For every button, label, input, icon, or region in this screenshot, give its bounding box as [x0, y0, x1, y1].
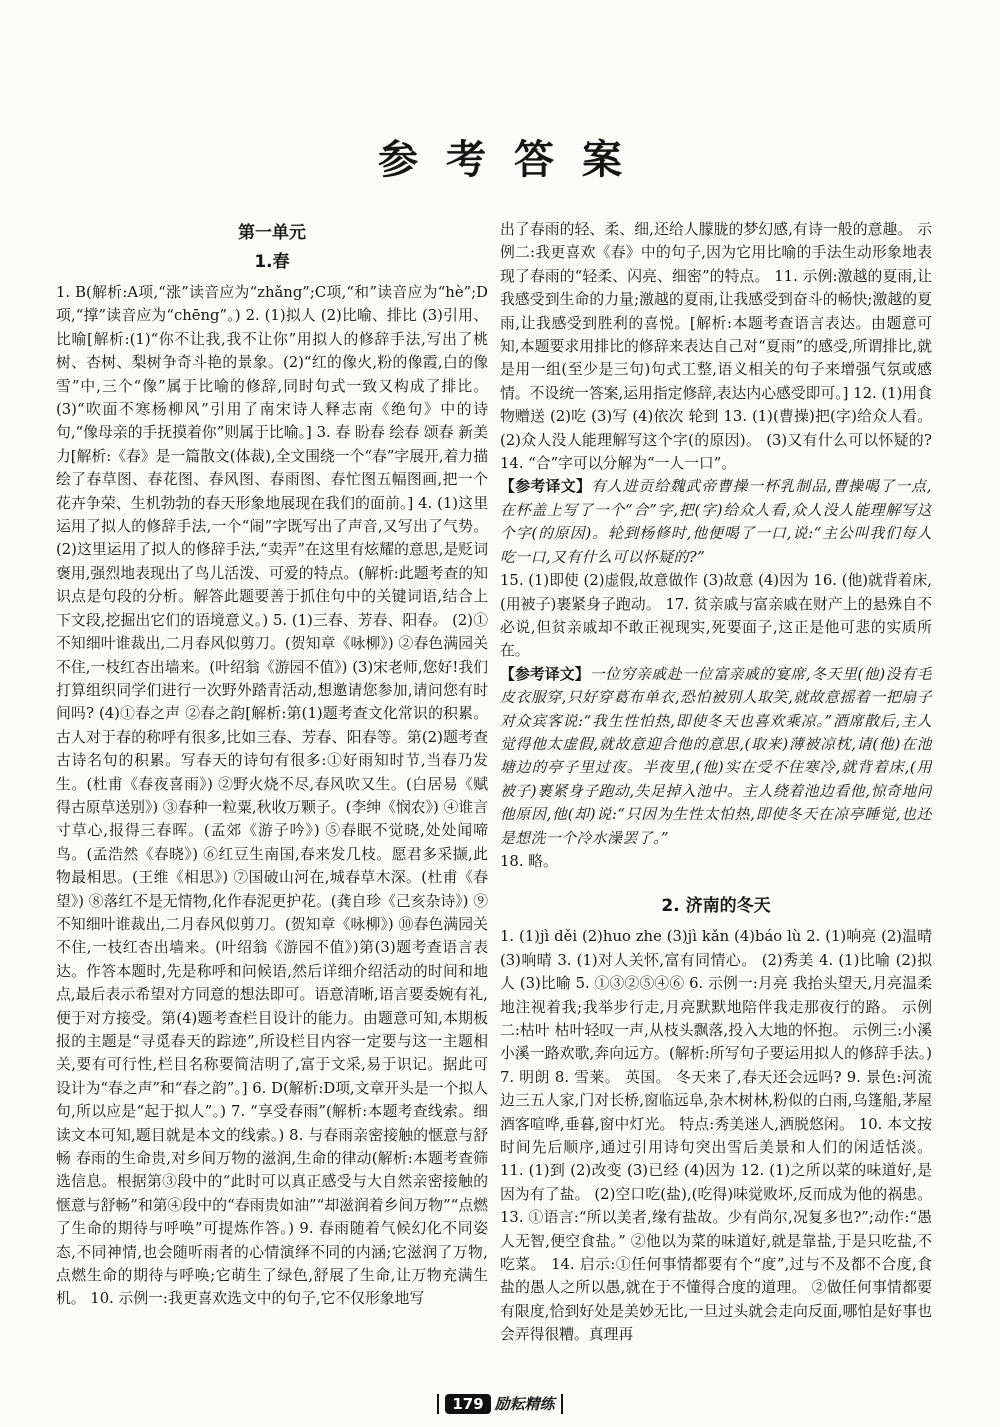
translation-2 [500, 663, 932, 850]
lesson2-answer-text: 1. (1)jì děi (2)huo zhe (3)jì kǎn (4)báo lù 2. (1)响亮 (2)温晴 (3)响晴 3. (1)对人关怀,富有同情心。 (2)秀美 4. (1)比喻 (2)拟人 (3)比喻 5. ①③②⑤④⑥ 6. 示例一:月亮 我抬头望天,月亮温柔地注视着我;我举步行走,月亮默默地陪伴我走那夜行的路。 示例二:枯叶 枯叶轻叹一声,从枝头飘落,投入大地的怀抱。 示例三:小溪 小溪一路欢歌,奔向远方。(解析:所写句子要运用拟人的修辞手法。) 7. 明朗 8. 雪莱。 英国。 冬天来了,春天还会远吗? 9. 景色:河流边三五人家,门对长桥,窗临远阜,杂木树林,粉似的白雨,乌篷船,茅屋酒客喧哗,垂暮,窗中灯光。 特点:秀美迷人,洒脱悠闲。 10. 本文按时间先后顺序,通过引用诗句突出雪后美景和人们的闲适恬淡。 11. (1)到 (2)改变 (3)已经 (4)因为 12. (1)之所以菜的味道好,是因为有了盐。 (2)空口吃(盐),(吃得)味觉败坏,反而成为他的祸患。 13. ①语言:“所以美者,缘有盐故。少有尚尔,况复多也?”;动作:“愚人无智,便空食盐。” ②他以为菜的味道好,就是靠盐,于是只吃盐,不吃菜。 14. 启示:①任何事情都要有个“度”,过与不及都不合度,食盐的愚人之所以愚,就在于不懂得合度的道理。 ②做任何事情都要有限度,恰到好处是美妙无比,一旦过头就会走向反面,哪怕是好事也会弄得很糟。真理再 [500, 928, 932, 1344]
brand-logo: 励耘精练 [494, 1395, 555, 1413]
translation-text-2: 一位穷亲戚赴一位富亲戚的宴席,冬天里(他)没有毛皮衣服穿,只好穿葛布单衣,恐怕被别人取笑,就故意摇着一把扇子对众宾客说:“我生性怕热,即使冬天也喜欢乘凉。”酒席散后,主人觉得他太虚假,就故意迎合他的意思,(取来)薄被凉枕,请(他)在池塘边的亭子里过夜。半夜里,(他)实在受不住寒冷,就背着床,(用被子)裹紧身子跑动,失足掉入池中。主人绕着池边看他,惊奇地问他原因,他(却)说:“只因为生性太怕热,即使冬天在凉亭睡觉,也还是想洗一个冷水澡罢了。” [500, 665, 932, 847]
lesson-heading-1: 1.春 [254, 252, 290, 272]
lesson-heading-2: 2. 济南的冬天 [661, 896, 771, 917]
translation-1 [500, 475, 932, 569]
footer-divider-left [437, 1394, 439, 1414]
page-footer [0, 1393, 1000, 1414]
left-column [56, 218, 488, 1368]
section-spacer [500, 873, 932, 889]
page-title: 参考答案 [378, 136, 650, 183]
footer-divider-right [561, 1394, 563, 1414]
answers-15-17: 15. (1)即使 (2)虚假,故意做作 (3)故意 (4)因为 16. (他)就背着床,(用被子)裹紧身子跑动。 17. 贫亲戚与富亲戚在财产上的悬殊自不必说,但贫亲戚却不敢正视现实,死要面子,这正是他可悲的实质所在。 [500, 572, 932, 660]
page-number: 179 [445, 1394, 490, 1414]
answer-18: 18. 略。 [500, 852, 558, 870]
unit-heading: 第一单元 [238, 223, 306, 243]
translation-text-1: 有人进贡给魏武帝曹操一杯乳制品,曹操喝了一点,在杯盖上写了一个“合”字,把(字)给众人看,众人没人能理解写这个字(的原因)。轮到杨修时,他便喝了一口,说:“主公叫我们每人吃一口,又有什么可以怀疑的?” [500, 478, 932, 566]
right-column [500, 218, 932, 1368]
lesson1-answer-continued: 出了春雨的轻、柔、细,还给人朦胧的梦幻感,有诗一般的意趣。 示例二:我更喜欢《春》中的句子,因为它用比喻的手法生动形象地表现了春雨的“轻柔、闪亮、细密”的特点。 11. 示例:激越的夏雨,让我感受到生命的力量;激越的夏雨,让我感受到奋斗的畅快;激越的夏雨,让我感受到胜利的喜悦。[解析:本题考查语言表达。由题意可知,本题要求用排比的修辞来表达自己对“夏雨”的感受,所谓排比,就是用一组(至少是三句)句式工整,语义相关的句子来增强气氛或感情。不设统一答案,运用指定修辞,表达内心感受即可。] 12. (1)用食物赠送 (2)吃 (3)写 (4)依次 轮到 13. (1)(曹操)把(字)给众人看。 (2)众人没人能理解写这个字(的原因)。 (3)又有什么可以怀疑的? 14. “合”字可以分解为“一人一口”。 [500, 221, 932, 473]
translation-label-1: 【参考译文】 [500, 478, 592, 496]
lesson1-answer-text: 1. B(解析:A项,“涨”读音应为“zhǎng”;C项,“和”读音应为“hè”;D项,“撑”读音应为“chēng”。) 2. (1)拟人 (2)比喻、排比 (3)引用、比喻[解析:(1)“你不让我,我不让你”用拟人的修辞手法,写出了桃树、杏树、梨树争奇斗艳的景象。(2)“红的像火,粉的像霞,白的像雪”中,三个“像”属于比喻的修辞,同时句式一致又构成了排比。(3)“吹面不寒杨柳风”引用了南宋诗人释志南《绝句》中的诗句,“像母亲的手抚摸着你”则属于比喻。] 3. 春 盼春 绘春 颂春 新美 力[解析:《春》是一篇散文(体裁),全文围绕一个“春”字展开,着力描绘了春草图、春花图、春风图、春雨图、春忙图五幅图画,把一个花卉争荣、生机勃勃的春天形象地展现在我们的面前。] 4. (1)这里运用了拟人的修辞手法,一个“闹”字既写出了声音,又写出了气势。(2)这里运用了拟人的修辞手法,“卖弄”在这里有炫耀的意思,是贬词褒用,强烈地表现出了鸟儿活泼、可爱的特点。(解析:此题考查的知识点是句段的分析。解答此题要善于抓住句中的关键词语,结合上下文段,挖掘出它们的语境意义。) 5. (1)三春、芳春、阳春。 (2)①不知细叶谁裁出,二月春风似剪刀。(贺知章《咏柳》) ②春色满园关不住,一枝红杏出墙来。(叶绍翁《游园不值》) (3)宋老师,您好!我们打算组织同学们进行一次野外踏青活动,想邀请您参加,请问您有时间吗? (4)①春之声 ②春之韵[解析:第(1)题考查文化常识的积累。古人对于春的称呼有很多,比如三春、芳春、阳春等。第(2)题考查古诗名句的积累。写春天的诗句有很多:①好雨知时节,当春乃发生。(杜甫《春夜喜雨》) ②野火烧不尽,春风吹又生。(白居易《赋得古原草送别》) ③春种一粒粟,秋收万颗子。(李绅《悯农》) ④谁言寸草心,报得三春晖。(孟郊《游子吟》) ⑤春眠不觉晓,处处闻啼鸟。(孟浩然《春晓》) ⑥红豆生南国,春来发几枝。愿君多采撷,此物最相思。(王维《相思》) ⑦国破山河在,城春草木深。(杜甫《春望》) ⑧落红不是无情物,化作春泥更护花。(龚自珍《己亥杂诗》) ⑨不知细叶谁裁出,二月春风似剪刀。(贺知章《咏柳》) ⑩春色满园关不住,一枝红杏出墙来。(叶绍翁《游园不值》)第(3)题考查语言表达。作答本题时,先是称呼和问候语,然后详细介绍活动的时间和地点,最后表示希望对方同意的想法即可。语意清晰,语言要委婉有礼,便于对方接受。第(4)题考查栏目设计的能力。由题意可知,本期板报的主题是“寻觅春天的踪迹”,所设栏目内容一定要与这一主题相关,要有可行性,栏目名称要简洁明了,富于文采,易于识记。据此可设计为“春之声”和“春之韵”。] 6. D(解析:D项,文章开头是一个拟人句,所以应是“起于拟人”。) 7. “享受春雨”(解析:本题考查线索。细读文本可知,题目就是本文的线索。) 8. 与春雨亲密接触的惬意与舒畅 春雨的生命贵,对乡间万物的滋润,生命的律动(解析:本题考查筛选信息。根据第③段中的“此时可以真正感受与大自然亲密接触的惬意与舒畅”和第④段中的“春雨贵如油”“却滋润着乡间万物”“点燃了生命的期待与呼唤”可提炼作答。) 9. 春雨随着气候幻化不同姿态,不同神情,也会随听雨者的心情演绎不同的内涵;它滋润了万物,点燃生命的期待与呼唤;它萌生了绿色,舒展了生命,让万物充满生机。 10. 示例一:我更喜欢选文中的句子,它不仅形象地写 [56, 284, 488, 1308]
translation-label-2: 【参考译文】 [500, 665, 590, 683]
